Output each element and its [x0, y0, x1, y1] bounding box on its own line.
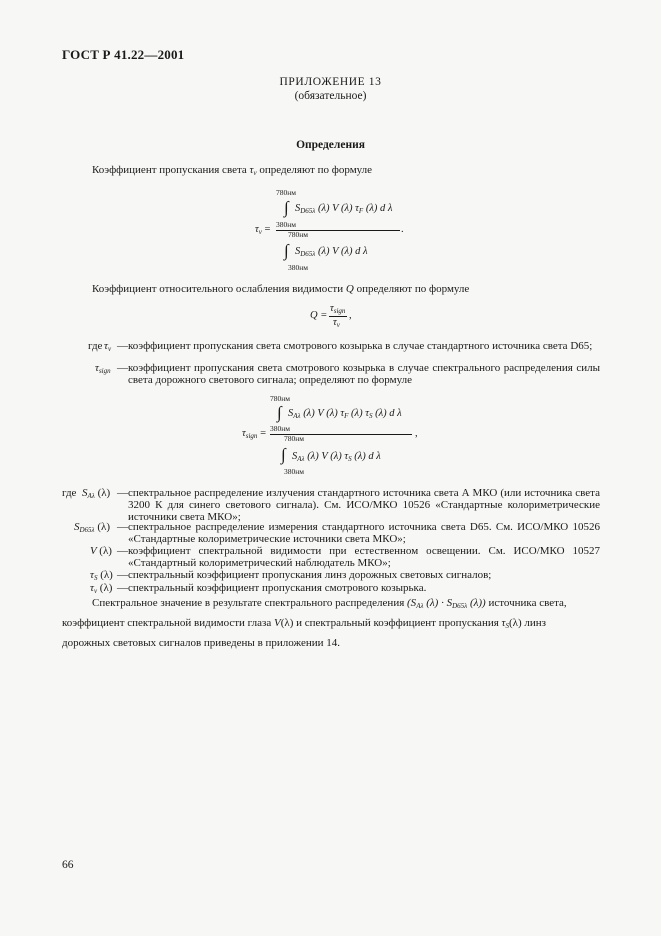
- integral-sign: ∫: [284, 198, 289, 217]
- definition-symbol: $S_{D65\lambda}$ (λ): [74, 521, 111, 534]
- definition-text: спектральный коэффициент пропускания смотрового козырька.: [128, 582, 427, 594]
- formula-end: ,: [415, 428, 418, 439]
- integral-sign: ∫: [284, 241, 289, 260]
- standard-number: ГОСТ Р 41.22—2001: [62, 47, 185, 62]
- intro-paragraph-2: Коэффициент относительного ослабления видимости Q определяют по формуле: [92, 283, 470, 295]
- upper-limit: 780нм: [284, 434, 305, 443]
- lower-limit: 380нм: [288, 263, 309, 272]
- formula-denominator: $\tau_v$: [333, 317, 340, 329]
- closing-line-2: коэффициент спектральной видимости глаза V(λ) и спектральный коэффициент пропускания $\tau_S(\lambda)$ линз: [62, 617, 546, 630]
- formula-lhs: $\tau_{sign}$ =: [242, 428, 266, 440]
- appendix-subtitle: (обязательное): [294, 90, 367, 102]
- formula-lhs: $\tau_v$ =: [255, 224, 271, 236]
- definition-text: спектральный коэффициент пропускания линз дорожных световых сигналов;: [128, 569, 492, 581]
- integral-sign: ∫: [277, 403, 282, 422]
- section-title: Определения: [296, 139, 365, 151]
- definition-text: спектральное распределение излучения стандартного источника света А МКО (или источника света 3200 К для синего светового сигнала). См. ИСО/МКО 10526 «Стандартные колориметрические источники света МКО»;: [128, 487, 600, 523]
- formula-numerator: $S_{A\lambda}$ (λ) V (λ) $\tau_F$ (λ) $\tau_S$ (λ) d λ: [288, 408, 402, 420]
- definition-symbol: $\tau_{sign}$: [95, 362, 111, 375]
- appendix-title: ПРИЛОЖЕНИЕ 13: [279, 76, 382, 88]
- upper-limit: 780нм: [276, 188, 297, 197]
- definition-symbol: $\tau_S$ (λ): [90, 569, 113, 582]
- lower-limit: 380нм: [276, 220, 297, 229]
- document-page: ГОСТ Р 41.22—2001 ПРИЛОЖЕНИЕ 13 (обязательное) Определения Коэффициент пропускания света $\tau_v$ определяют по формуле 780нм ∫ $S_{D65\lambda}$ (λ) V (λ) $\tau_F$ (λ) d λ $\tau_v$ = 380нм . 780нм ∫ $S_{D65\lambda}$ (λ) V (λ) d λ 380нм Коэффициент относительного ослабления видимости Q определяют по формуле Q = $\tau_{sign}$ $\tau_v$ , где $\tau_v$ — коэффициент пропускания света смотрового козырька в случае стандартного источника света D65; $\tau_{sign}$ — коэффициент пропускания света смотрового козырька в случае спектрального распределения силы света дорожного светового сигнала; определяют по формуле 780нм ∫ $S_{A\lambda}$ (λ) V (λ) $\tau_F$ (λ) $\tau_S$ (λ) d λ $\tau_{sign}$ = 380нм , 780нм ∫ $S_{A\lambda}$ (λ) V (λ) $\tau_S$ (λ) d λ 380нм где $S_{A\lambda}$ (λ) — спектральное распределение излучения стандартного источника света А МКО (или источника света 3200 К для синего светового сигнала). См. ИСО/МКО 10526 «Стандартные колориметрические источники света МКО»; $S_{D65\lambda}$ (λ) — спектральное распределение измерения стандартного источника света D65. См. ИСО/МКО 10526 «Стандартные колориметрические источники света МКО»; V (λ) — коэффициент спектральной видимости при естественном освещении. См. ИСО/МКО 10527 «Стандартный колориметрический наблюдатель МКО»; $\tau_S$ (λ) — спектральный коэффициент пропускания линз дорожных световых сигналов; $\tau_v$ (λ) — спектральный коэффициент пропускания смотрового козырька. Спектральное значение в результате спектрального распределения ($S_{A\lambda}$ $(\lambda) \cdot S_{D65\lambda}$ (λ)) источника света, коэффициент спектральной видимости глаза V(λ) и спектральный коэффициент пропускания $\tau_S(\lambda)$ линз дорожных световых сигналов приведены в приложении 14. 66: [0, 0, 661, 936]
- formula-denominator: $S_{A\lambda}$ (λ) V (λ) $\tau_S$ (λ) d λ: [292, 451, 381, 463]
- integral-sign: ∫: [281, 445, 286, 464]
- formula-end: .: [401, 224, 404, 235]
- formula-end: ,: [349, 310, 352, 321]
- lower-limit: 380нм: [284, 467, 305, 476]
- upper-limit: 780нм: [270, 394, 291, 403]
- definition-text: коэффициент спектральной видимости при естественном освещении. См. ИСО/МКО 10527 «Стандартный колориметрический наблюдатель МКО»;: [128, 545, 600, 569]
- definition-symbol: V (λ): [90, 545, 112, 557]
- formula-denominator: $S_{D65\lambda}$ (λ) V (λ) d λ: [295, 246, 368, 258]
- upper-limit: 780нм: [288, 230, 309, 239]
- closing-line-3: дорожных световых сигналов приведены в приложении 14.: [62, 637, 340, 649]
- page-number: 66: [62, 859, 74, 871]
- tau-v-symbol: $\tau_v$: [249, 164, 257, 177]
- closing-line-1: Спектральное значение в результате спектрального распределения ($S_{A\lambda}$ $(\lambda) \cdot S_{D65\lambda}$ (λ)) источника света,: [92, 597, 567, 610]
- definition-symbol: $\tau_v$ (λ): [90, 582, 113, 595]
- formula-numerator: $\tau_{sign}$: [330, 303, 346, 315]
- intro-paragraph-1: Коэффициент пропускания света $\tau_v$ определяют по формуле: [92, 164, 373, 177]
- formula-lhs: Q =: [310, 310, 328, 321]
- lower-limit: 380нм: [270, 424, 291, 433]
- definition-symbol: $S_{A\lambda}$ (λ): [82, 487, 111, 500]
- definition-text: коэффициент пропускания света смотрового козырька в случае спектрального распределения силы света дорожного светового сигнала; определяют по формуле: [128, 362, 600, 386]
- formula-numerator: $S_{D65\lambda}$ (λ) V (λ) $\tau_F$ (λ) d λ: [295, 203, 393, 215]
- definition-symbol: $\tau_v$: [104, 340, 112, 353]
- definition-text: коэффициент пропускания света смотрового козырька в случае стандартного источника света D65;: [128, 340, 593, 352]
- definition-text: спектральное распределение измерения стандартного источника света D65. См. ИСО/МКО 10526 «Стандартные колориметрические источники света МКО»;: [128, 521, 600, 545]
